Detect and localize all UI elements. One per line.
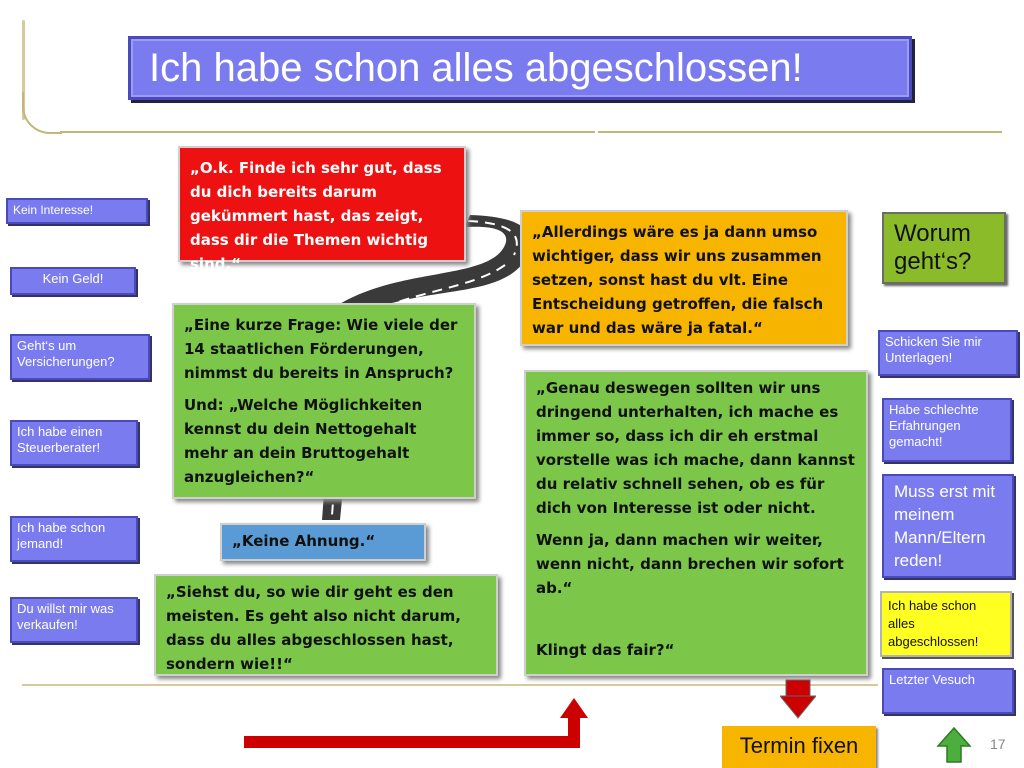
option-worum-gehts[interactable]: Worum geht‘s? [882,212,1006,284]
option-unterlagen[interactable]: Schicken Sie mir Unterlagen! [878,330,1018,376]
option-kein-interesse[interactable]: Kein Interesse! [6,198,148,224]
option-verkaufen[interactable]: Du willst mir was verkaufen! [10,597,138,643]
question-text-2: Und: „Welche Möglichkeiten kennst du dein Nettogehalt mehr an dein Bruttogehalt anzugleichen?“ [184,396,423,486]
option-letzter-versuch[interactable]: Letzter Vesuch [882,668,1014,714]
option-schon-jemand[interactable]: Ich habe schon jemand! [10,516,138,562]
frame-curve [22,92,62,134]
slide-title: Ich habe schon alles abgeschlossen! [128,36,912,100]
response-box-red: „O.k. Finde ich sehr gut, dass du dich bereits darum gekümmert hast, das zeigt, dass dir die Themen wichtig sind,“ [178,146,466,262]
frame-line-top-right [598,131,1002,133]
response-box-orange: „Allerdings wäre es ja dann umso wichtiger, dass wir uns zusammen setzen, sonst hast du vlt. Eine Entscheidung getroffen, die falsch war und das wäre ja fatal.“ [520,210,848,346]
page-number: 17 [990,736,1006,752]
option-versicherungen[interactable]: Geht‘s um Versicherungen? [10,334,150,380]
option-alles-abgeschlossen[interactable]: Ich habe schon alles abgeschlossen! [880,591,1012,657]
arrow-down-icon [780,678,816,720]
termin-fixen-button[interactable]: Termin fixen [722,726,876,768]
question-text-1: „Eine kurze Frage: Wie viele der 14 staatlichen Förderungen, nimmst du bereits in Anspruch? [184,316,458,382]
response-box-siehst-du: „Siehst du, so wie dir geht es den meisten. Es geht also nicht darum, dass du alles abgeschlossen hast, sondern wie!!“ [154,574,498,676]
option-kein-geld[interactable]: Kein Geld! [10,267,136,295]
option-steuerberater[interactable]: Ich habe einen Steuerberater! [10,420,138,466]
arrow-to-termin [238,694,608,758]
nav-up-icon[interactable] [936,726,972,764]
frame-line-top [60,131,595,133]
genau-text-1: „Genau deswegen sollten wir uns dringend unterhalten, ich mache es immer so, dass ich dir eh erstmal vorstelle was ich mache, dann kannst du relativ schnell sehen, ob es für dich von Interesse ist oder nicht. [536,379,855,517]
response-box-keine-ahnung: „Keine Ahnung.“ [220,523,426,561]
response-box-green-question [172,303,476,499]
frame-line-bottom [22,684,878,686]
genau-text-3: Klingt das fair?“ [536,641,675,659]
option-mann-eltern[interactable]: Muss erst mit meinem Mann/Eltern reden! [882,474,1014,578]
genau-text-2: Wenn ja, dann machen wir weiter, wenn nicht, dann brechen wir sofort ab.“ [536,531,844,597]
response-box-genau-deswegen [524,370,868,676]
option-schlechte-erfahrungen[interactable]: Habe schlechte Erfahrungen gemacht! [882,398,1012,462]
